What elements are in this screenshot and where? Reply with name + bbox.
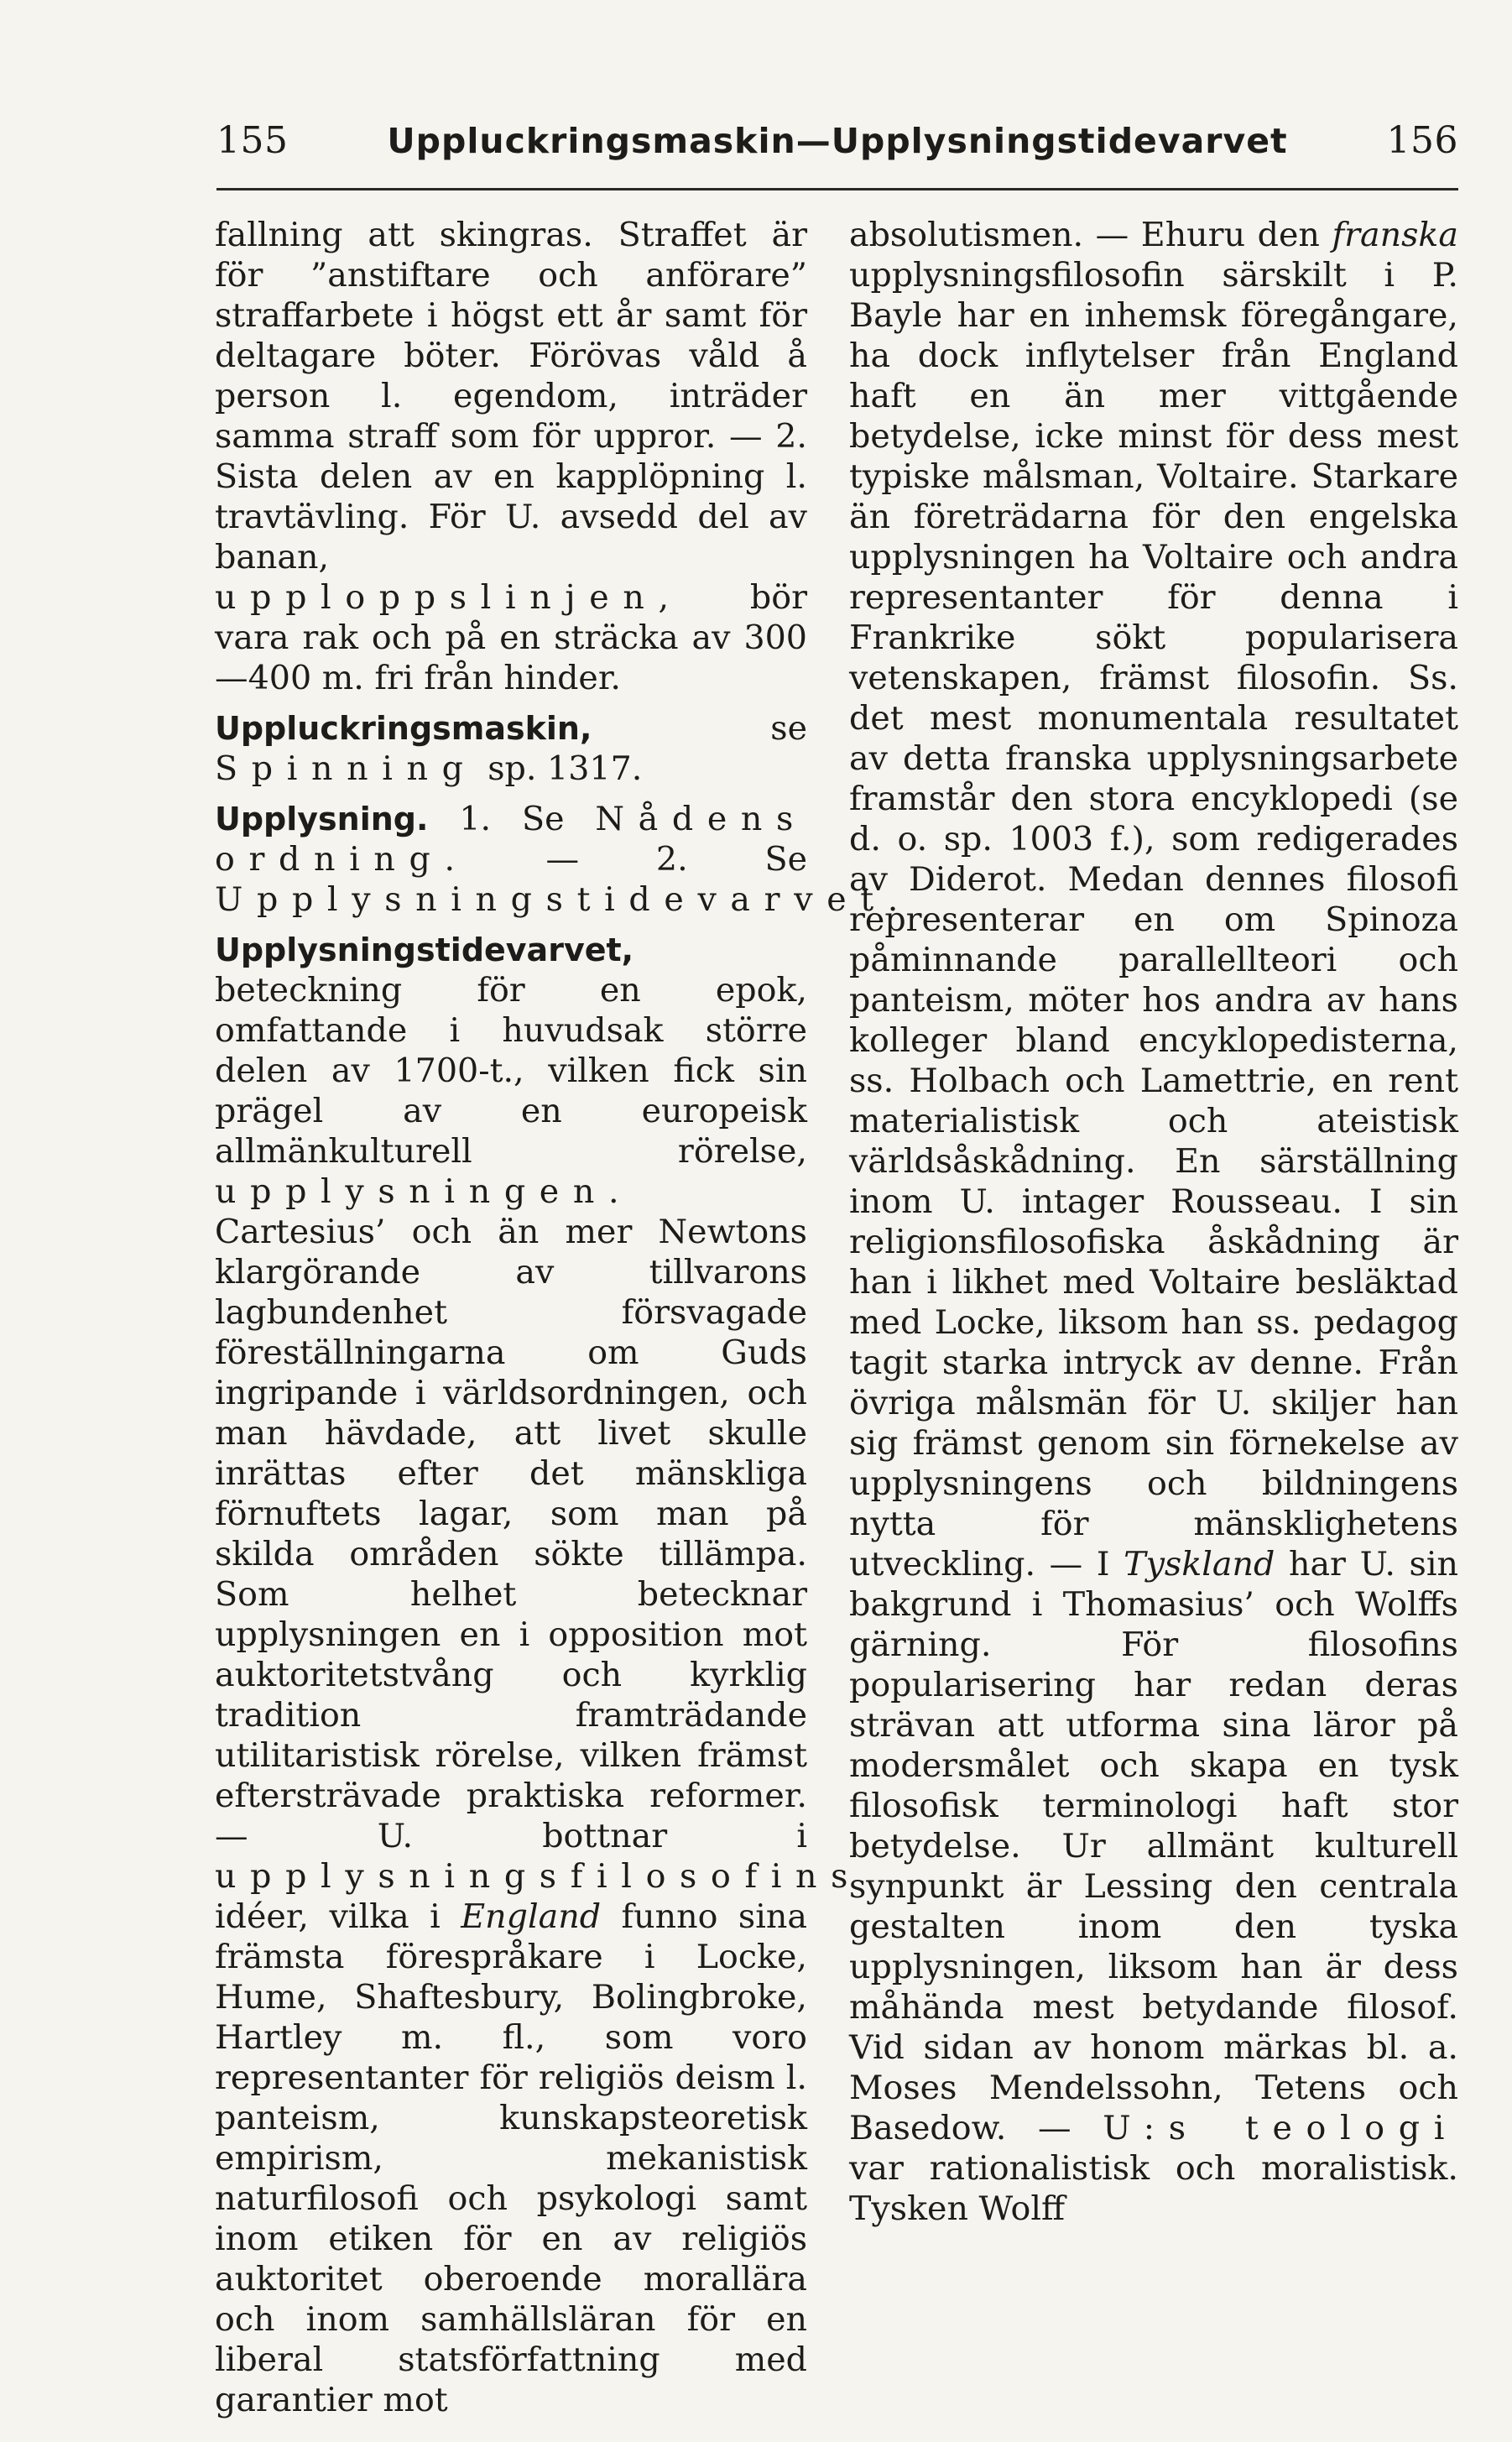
entry-continuation: absolutismen. — Ehuru den franska upplysningsfilosofin särskilt i P. Bayle har en inhemsk föregångare, ha dock inflytelser från England haft en än mer vittgående betydelse, icke minst för dess mest typiske målsman, Voltaire. Starkare än företrädarna för den engelska upplysningen ha Voltaire och andra representanter för denna i Frankrike sökt popularisera vetenskapen, främst filosofin. Ss. det mest monumentala resultatet av detta franska upplysningsarbete framstår den stora encyklopedi (se d. o. sp. 1003 f.), som redigerades av Diderot. Medan dennes filosofi representerar en om Spinoza påminnande parallellteori och panteism, möter hos andra av hans kolleger bland encyklopedisterna, ss. Holbach och Lamettrie, en rent materialistisk och ateistisk världsåskådning. En särställning inom U. intager Rousseau. I sin religionsfilosofiska åskådning är han i likhet med Voltaire besläktad med Locke, liksom han ss. pedagog tagit starka intryck av denne. Från övriga målsmän för U. skiljer han sig främst genom sin förnekelse av upplysningens och bildningens nytta för mänsklighetens utveckling. — I Tyskland har U. sin bakgrund i Thomasius’ och Wolffs gärning. För filosofins popularisering har redan deras strävan att utforma sina läror på modersmålet och skapa en tysk filosofisk terminologi haft stor betydelse. Ur allmänt kulturell synpunkt är Lessing den centrala gestalten inom den tyska upplysningen, liksom han är dess måhända mest betydande filosof. Vid sidan av honom märkas bl. a. Moses Mendelssohn, Tetens och Basedow. — U:s teologi var rationalistisk och moralistisk. Tysken Wolff	[849, 216, 1458, 2228]
paragraph-continuation: fallning att skingras. Straffet är för ”anstiftare och anförare” straffarbete i högst ett år samt för deltagare böter. Förövas våld å person l. egendom, inträder samma straff som för uppror. — 2. Sista delen av en kapplöpning l. travtävling. För U. avsedd del av banan, upploppslinjen, bör vara rak och på en sträcka av 300—400 m. fri från hinder.	[215, 216, 807, 697]
entry-upplysning: Upplysning. 1. Se Nådens ordning. — 2. Se Upplysningstidevarvet.	[215, 800, 913, 919]
header-rule	[216, 188, 1458, 190]
headword: Uppluckringsmaskin,	[215, 710, 592, 747]
cross-reference: Nådens ordning.	[215, 800, 807, 879]
entry-uppluckringsmaskin: Uppluckringsmaskin, se Spinning sp. 1317.	[215, 709, 807, 788]
entry-upplysningstidevarvet: Upplysningstidevarvet, beteckning för en epok, omfattande i huvudsak större delen av 1700-t., vilken fick sin prägel av en europeisk allmänkulturell rörelse, upplysningen. Cartesius’ och än mer Newtons klargörande av tillvarons lagbundenhet försvagade föreställningarna om Guds ingripande i världsordningen, och man hävdade, att livet skulle inrättas efter det mänskliga förnuftets lagar, som man på skilda områden sökte tillämpa. Som helhet betecknar upplysningen en i opposition mot auktoritetstvång och kyrklig tradition framträdande utilitaristisk rörelse, vilken främst eftersträvade praktiska reformer. — U. bottnar i upplysningsfilosofins idéer, vilka i England funno sina främsta förespråkare i Locke, Hume, Shaftesbury, Bolingbroke, Hartley m. fl., som voro representanter för religiös deism l. panteism, kunskapsteoretisk empirism, mekanistisk naturfilosofi och psykologi samt inom etiken för en av religiös auktoritet oberoende morallära och inom samhällsläran för en liberal statsförfattning med garantier mot	[215, 931, 863, 2419]
page-header	[216, 119, 1458, 181]
page-number-right: 156	[1386, 119, 1458, 162]
headword: Upplysningstidevarvet,	[215, 931, 634, 968]
left-column	[215, 215, 913, 2420]
running-title: Uppluckringsmaskin—Upplysningstidevarvet	[387, 121, 1288, 161]
cross-reference: Upplysningstidevarvet.	[215, 880, 913, 919]
headword: Upplysning.	[215, 801, 429, 837]
page-number-left: 155	[216, 119, 289, 162]
right-column	[849, 215, 1458, 2229]
cross-reference: Spinning	[215, 749, 477, 788]
